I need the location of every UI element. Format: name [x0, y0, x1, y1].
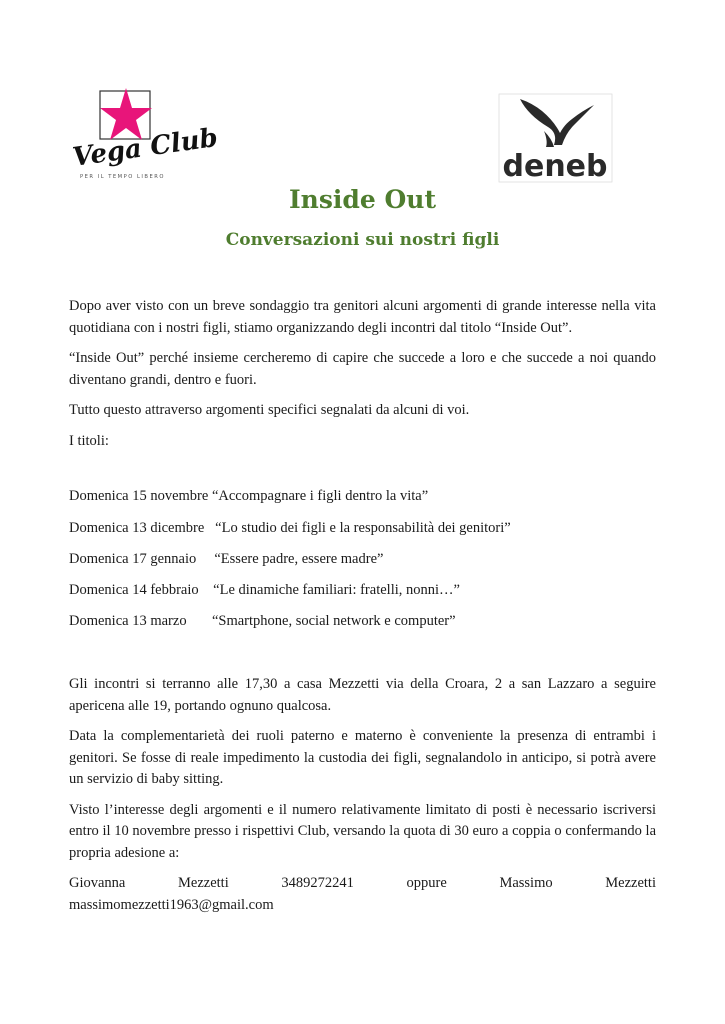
- contact-word: Mezzetti: [605, 875, 656, 891]
- contact-word: Mezzetti: [178, 875, 229, 891]
- intro-paragraph: Dopo aver visto con un breve sondaggio tra genitori alcuni argomenti di grande interesse nella vita quotidiana con i nostri figli, stiamo organizzando degli incontri dal titolo “Inside Out”.: [69, 298, 656, 336]
- intro-section: [69, 296, 656, 452]
- document-title: Inside Out: [288, 185, 437, 214]
- schedule-date: Domenica 17 gennaio: [69, 551, 197, 567]
- intro-paragraph: “Inside Out” perché insieme cercheremo di capire che succede a loro e che succede a noi quando diventano grandi, dentro e fuori.: [69, 350, 656, 388]
- schedule-topic: “Lo studio dei figli e la responsabilità dei genitori”: [215, 520, 511, 536]
- schedule-date: Domenica 15 novembre: [69, 488, 209, 504]
- schedule-list: [69, 486, 656, 642]
- contact-word: Massimo: [499, 875, 553, 891]
- schedule-date: Domenica 13 dicembre: [69, 520, 205, 536]
- contact-phone: 3489272241: [281, 875, 354, 891]
- svg-text:PER IL TEMPO LIBERO: PER IL TEMPO LIBERO: [80, 174, 165, 180]
- contact-word: Giovanna: [69, 875, 126, 891]
- details-paragraph: Data la complementarietà dei ruoli paterno e materno è conveniente la presenza di entrambi i genitori. Se fosse di reale impedimento la custodia dei figli, segnalandolo in anticipo, si potrà avere un servizio di baby sitting.: [69, 728, 656, 787]
- schedule-row: [69, 486, 656, 518]
- schedule-row: [69, 549, 656, 580]
- contact-word: oppure: [406, 875, 447, 891]
- schedule-date: Domenica 14 febbraio: [69, 582, 199, 598]
- details-paragraph: Gli incontri si terranno alle 17,30 a casa Mezzetti via della Croara, 2 a san Lazzaro a seguire apericena alle 19, portando ognuno qualcosa.: [69, 676, 656, 714]
- schedule-row: [69, 518, 656, 549]
- schedule-row: [69, 611, 656, 642]
- svg-text:deneb: deneb: [502, 149, 608, 184]
- details-paragraph: Visto l’interesse degli argomenti e il numero relativamente limitato di posti è necessario iscriversi entro il 10 novembre presso i rispettivi Club, versando la quota di 30 euro a coppia o confermando la propria adesione a:: [69, 801, 656, 861]
- schedule-date: Domenica 13 marzo: [69, 613, 187, 629]
- vega-club-logo: [70, 86, 220, 182]
- schedule-topic: “Accompagnare i figli dentro la vita”: [211, 488, 429, 504]
- svg-text:Vega Club: Vega Club: [70, 122, 220, 173]
- intro-paragraph: Tutto questo attraverso argomenti specifici segnalati da alcuni di voi.: [69, 402, 470, 418]
- deneb-logo: [498, 93, 613, 183]
- schedule-row: [69, 580, 656, 611]
- document-subtitle: Conversazioni sui nostri figli: [225, 230, 500, 250]
- titles-label: I titoli:: [69, 432, 109, 449]
- schedule-topic: “Le dinamiche familiari: fratelli, nonni…”: [213, 582, 460, 598]
- contact-email: massimomezzetti1963@gmail.com: [69, 896, 274, 913]
- contact-line: [69, 873, 656, 895]
- details-section: [69, 674, 656, 916]
- schedule-topic: “Essere padre, essere madre”: [214, 551, 384, 567]
- schedule-topic: “Smartphone, social network e computer”: [211, 613, 456, 629]
